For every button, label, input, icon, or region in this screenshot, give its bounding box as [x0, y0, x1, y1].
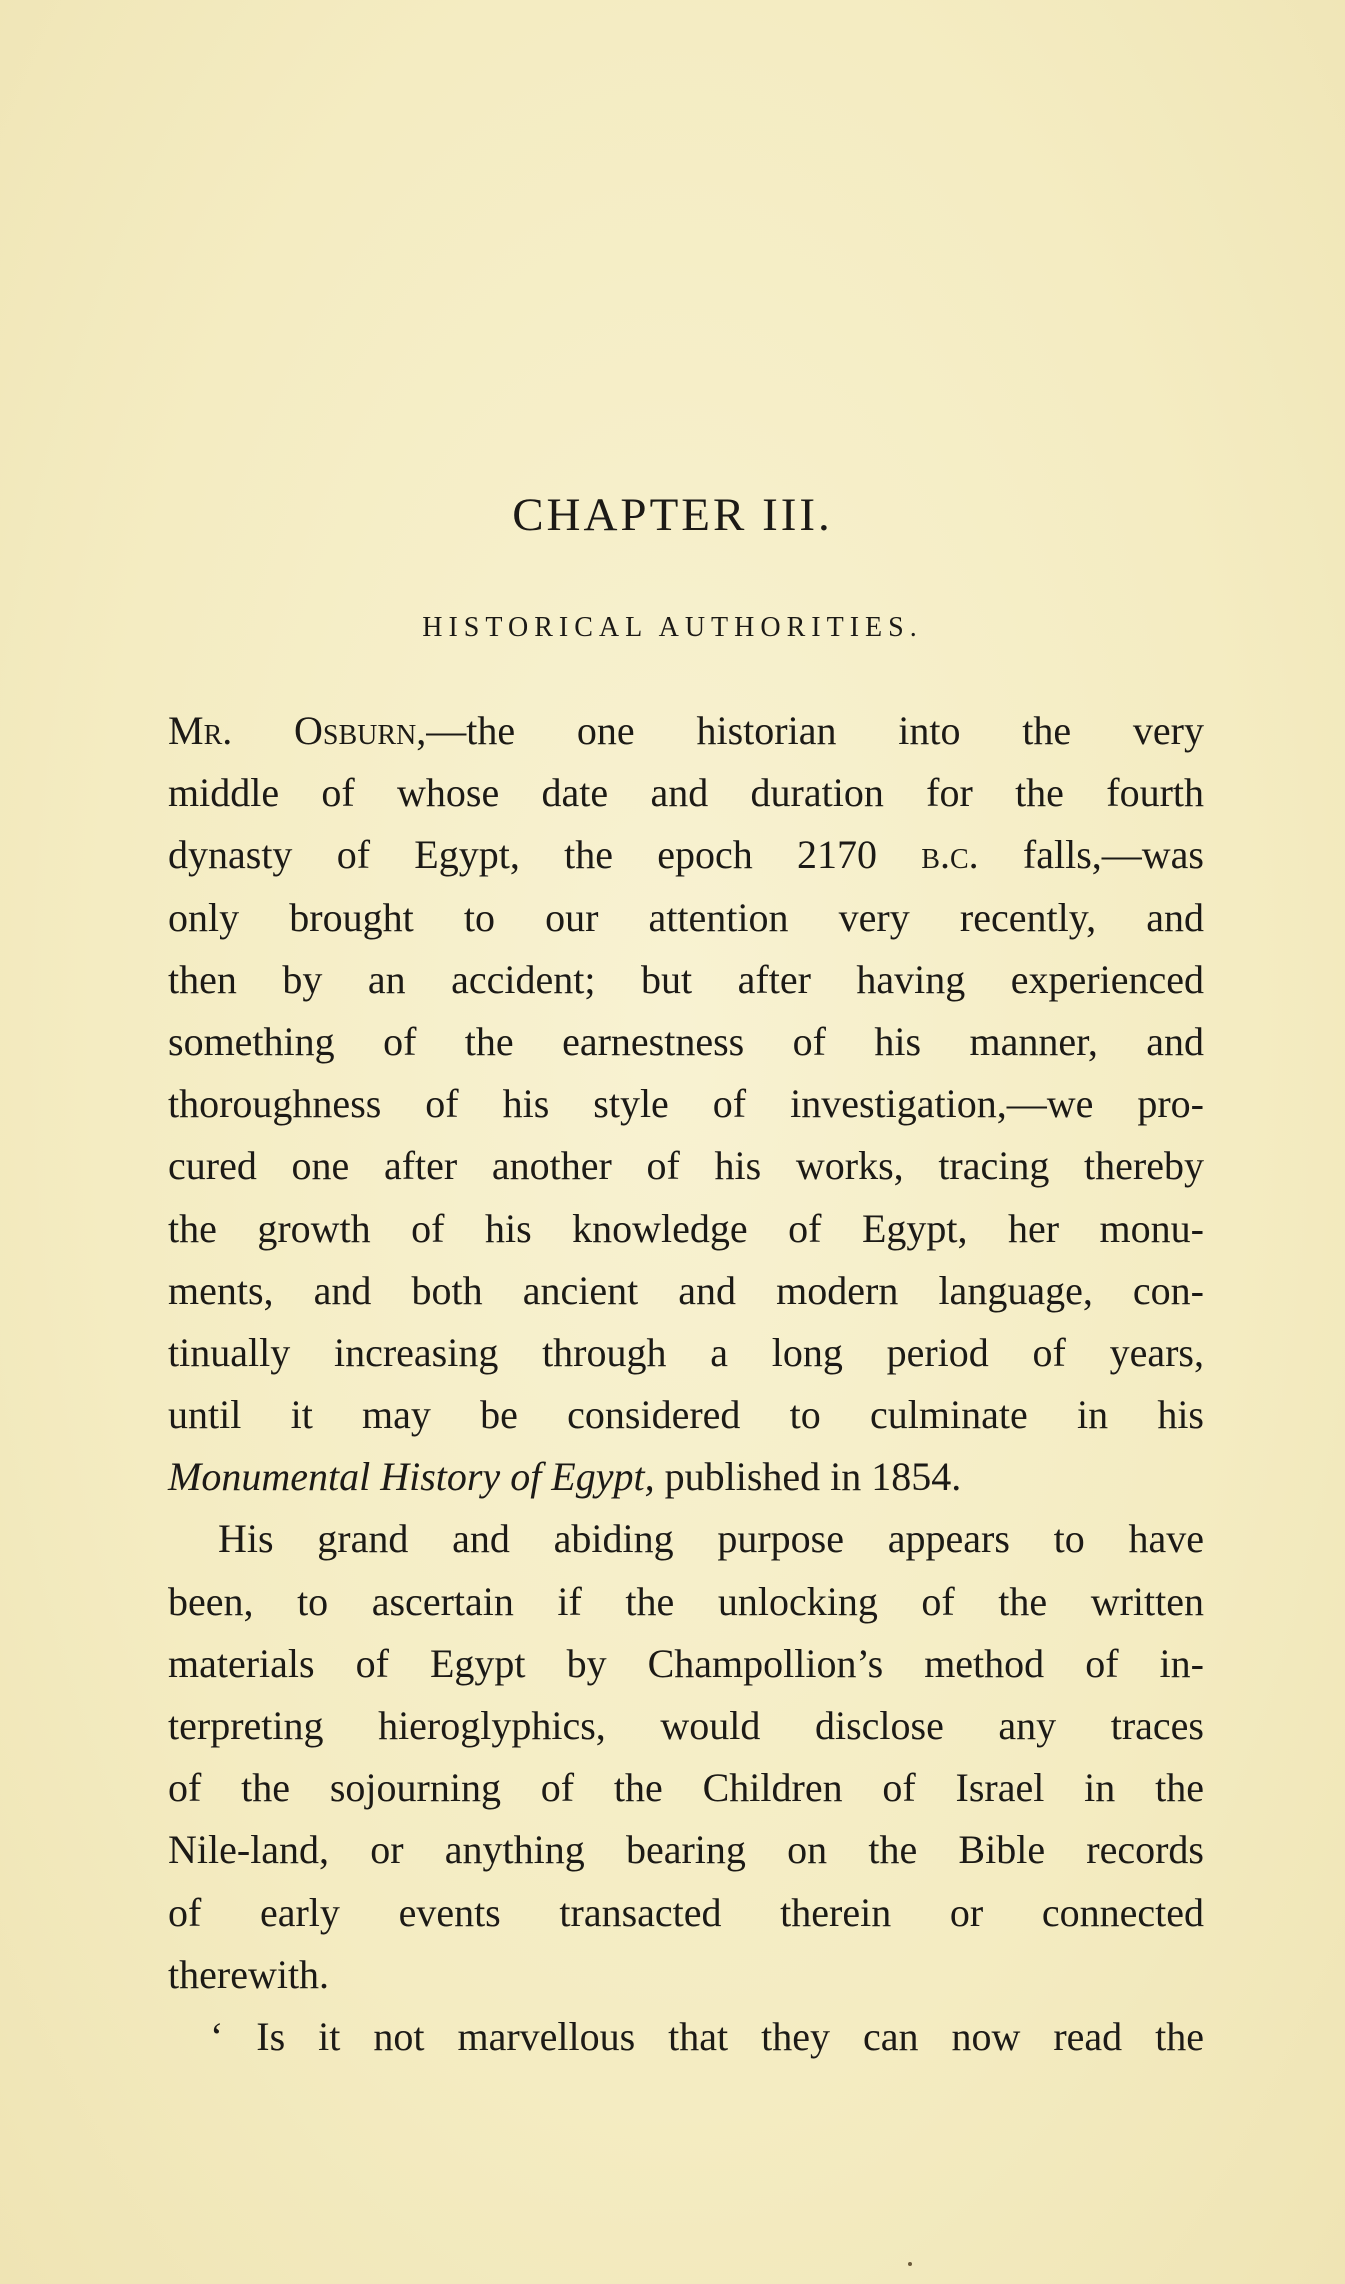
text-segment: published in 1854.: [654, 1454, 962, 1500]
text-segment: falls,—was: [978, 832, 1204, 878]
text-segment: His grand and abiding purpose appears to have: [218, 1516, 1204, 1562]
text-line: [168, 1882, 1204, 1944]
text-segment: of the sojourning of the Children of Israel in the: [168, 1765, 1204, 1811]
text-segment: —the one historian into the very: [426, 708, 1204, 753]
text-segment: ‘ Is it not marvellous that they can now read the: [210, 2013, 1204, 2059]
text-segment: Nile-land, or anything bearing on the Bible records: [168, 1827, 1204, 1873]
text-segment: middle of whose date and duration for the fourth: [168, 770, 1204, 816]
text-line: [168, 824, 1204, 886]
text-segment: therewith.: [168, 1951, 330, 1997]
text-segment: ments, and both ancient and modern language, con-: [168, 1267, 1204, 1313]
text-segment: dynasty of Egypt, the epoch 2170: [168, 832, 922, 878]
text-line: [168, 1135, 1204, 1197]
text-line: [168, 949, 1204, 1011]
text-line: [168, 1446, 1204, 1508]
text-line: [168, 887, 1204, 949]
text-segment: cured one after another of his works, tracing thereby: [168, 1143, 1204, 1189]
text-line: [168, 1695, 1204, 1757]
text-segment: something of the earnestness of his manner, and: [168, 1018, 1204, 1064]
text-segment: b.c.: [921, 832, 979, 878]
text-segment: Mr. Osburn,: [168, 708, 427, 753]
text-segment: terpreting hieroglyphics, would disclose any traces: [168, 1703, 1204, 1748]
text-segment: been, to ascertain if the unlocking of the written: [168, 1578, 1204, 1624]
text-segment: tinually increasing through a long period of years,: [168, 1329, 1204, 1375]
text-line: [168, 1322, 1204, 1384]
text-segment: materials of Egypt by Champollion’s method of in-: [168, 1640, 1204, 1686]
text-line: [168, 1757, 1204, 1819]
text-line: [168, 1011, 1204, 1073]
text-line: [168, 1571, 1204, 1633]
text-segment: the growth of his knowledge of Egypt, her monu-: [168, 1205, 1204, 1251]
text-line: [168, 762, 1204, 824]
text-segment: until it may be considered to culminate in his: [168, 1392, 1204, 1438]
text-line: [168, 2006, 1204, 2068]
text-segment: then by an accident; but after having experienced: [168, 956, 1204, 1002]
text-line: [168, 700, 1204, 762]
text-line: [168, 1633, 1204, 1695]
text-line: [168, 1260, 1204, 1322]
text-segment: only brought to our attention very recently, and: [168, 894, 1204, 940]
body-text: [168, 700, 1204, 2068]
text-line: [168, 1944, 1204, 2006]
section-heading: HISTORICAL AUTHORITIES.: [422, 612, 923, 643]
paper-speck: [908, 2262, 912, 2266]
text-segment: of early events transacted therein or connected: [168, 1889, 1204, 1935]
chapter-title: CHAPTER III.: [512, 489, 833, 541]
text-segment: Monumental History of Egypt,: [168, 1454, 655, 1500]
text-line: [168, 1508, 1204, 1570]
text-line: [168, 1819, 1204, 1881]
text-line: [168, 1073, 1204, 1135]
text-line: [168, 1384, 1204, 1446]
text-line: [168, 1198, 1204, 1260]
text-segment: thoroughness of his style of investigation,—we pro-: [168, 1081, 1204, 1127]
